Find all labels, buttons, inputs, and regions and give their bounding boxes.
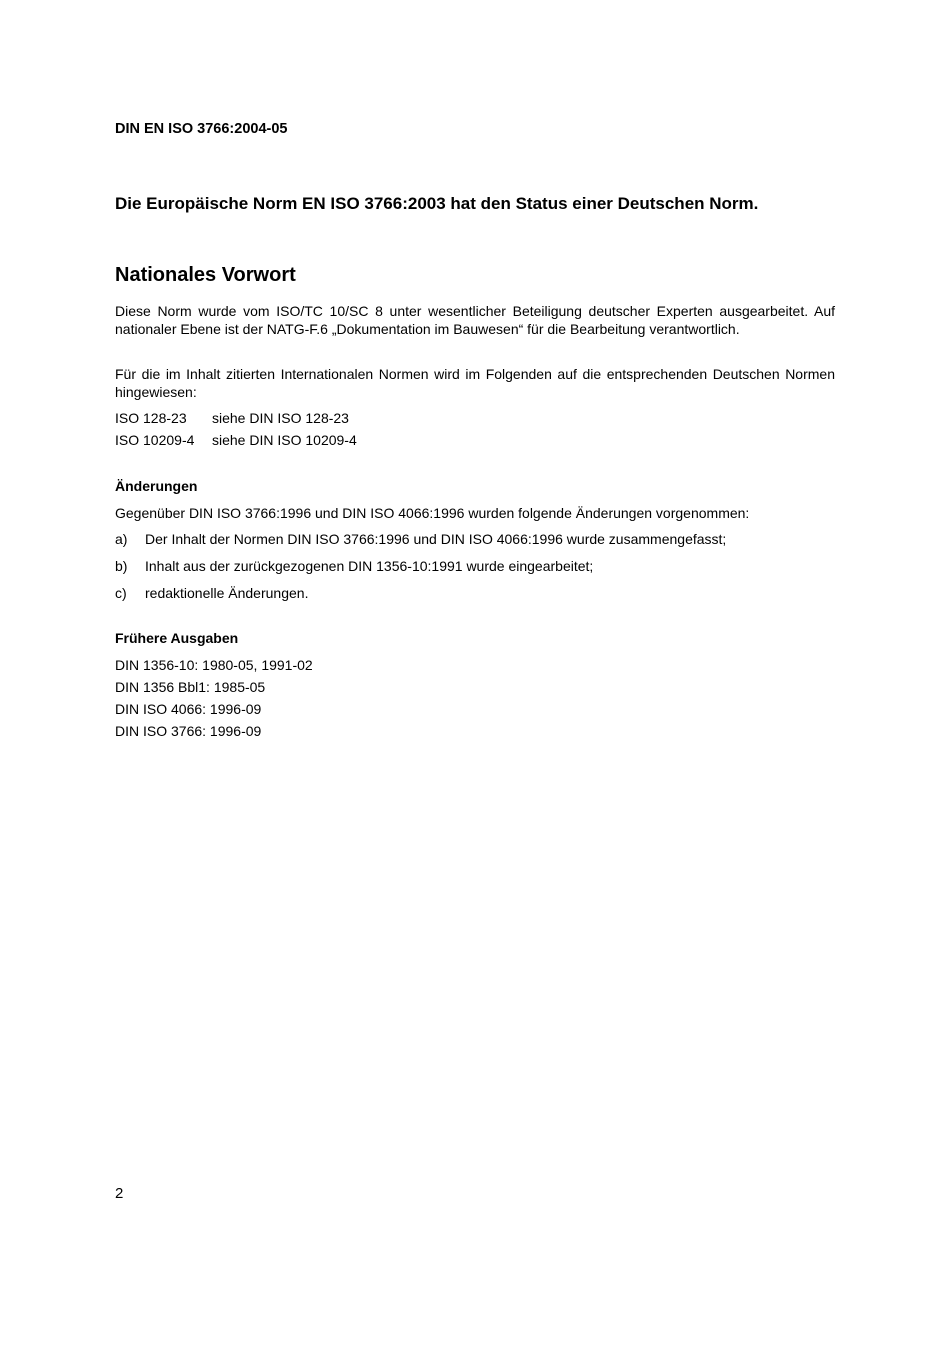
document-id: DIN EN ISO 3766:2004-05 [115, 121, 288, 137]
reference-din: siehe DIN ISO 10209-4 [212, 432, 357, 448]
previous-edition-item: DIN 1356 Bbl1: 1985-05 [115, 679, 266, 695]
reference-iso: ISO 128-23 [115, 410, 187, 426]
previous-edition-item: DIN 1356-10: 1980-05, 1991-02 [115, 657, 313, 673]
reference-row [115, 410, 349, 427]
list-item-text: redaktionelle Änderungen. [145, 585, 309, 601]
list-marker: a) [115, 531, 128, 547]
previous-editions-heading: Frühere Ausgaben [115, 630, 239, 646]
reference-din: siehe DIN ISO 128-23 [212, 410, 349, 426]
foreword-paragraph-2: Für die im Inhalt zitierten Internationalen Normen wird im Folgenden auf die entsprechenden Deutschen Normen hingewiesen: [115, 366, 835, 400]
previous-edition-item: DIN ISO 4066: 1996-09 [115, 701, 262, 717]
list-item [115, 558, 593, 575]
list-item-text: Der Inhalt der Normen DIN ISO 3766:1996 und DIN ISO 4066:1996 wurde zusammengefasst; [145, 531, 727, 547]
reference-row [115, 432, 357, 449]
list-marker: c) [115, 585, 127, 601]
page-number: 2 [115, 1185, 124, 1202]
previous-edition-item: DIN ISO 3766: 1996-09 [115, 723, 262, 739]
list-item [115, 531, 726, 548]
list-item [115, 585, 308, 602]
changes-heading: Änderungen [115, 478, 198, 494]
foreword-title: Nationales Vorwort [115, 264, 296, 286]
list-item-text: Inhalt aus der zurückgezogenen DIN 1356-10:1991 wurde eingearbeitet; [145, 558, 594, 574]
status-statement: Die Europäische Norm EN ISO 3766:2003 hat den Status einer Deutschen Norm. [115, 194, 759, 213]
changes-intro: Gegenüber DIN ISO 3766:1996 und DIN ISO 4066:1996 wurden folgende Änderungen vorgenommen: [115, 505, 750, 521]
foreword-paragraph-1: Diese Norm wurde vom ISO/TC 10/SC 8 unter wesentlicher Beteiligung deutscher Experten ausgearbeitet. Auf nationaler Ebene ist der NATG-F.6 „Dokumentation im Bauwesen“ für die Bearbeitung verantwortlich. [115, 303, 835, 337]
list-marker: b) [115, 558, 128, 574]
reference-iso: ISO 10209-4 [115, 432, 195, 448]
